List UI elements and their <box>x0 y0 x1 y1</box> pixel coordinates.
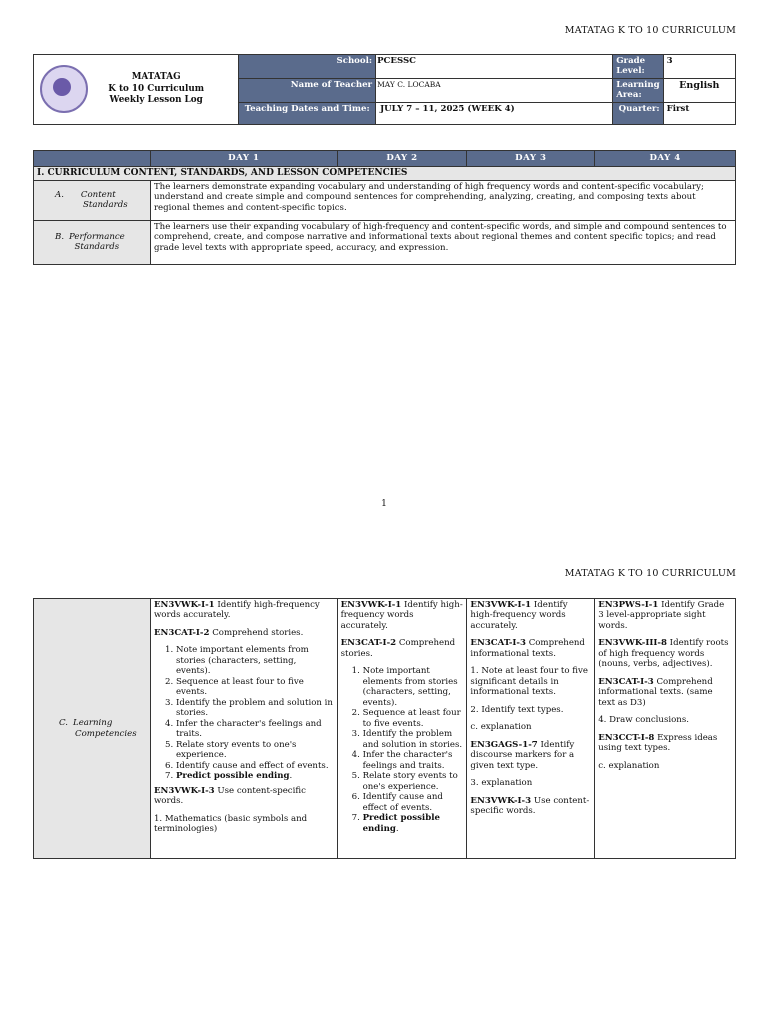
section-title: I. CURRICULUM CONTENT, STANDARDS, AND LESSON COMPETENCIES <box>34 167 736 181</box>
content-standards-text: The learners demonstrate expanding vocabulary and understanding of high frequency words and content-specific vocabulary; understand and create simple and compound sentences for comprehending, analyzing, creating, and composing texts about regional themes and content-specific topics. <box>150 180 735 220</box>
grade-value: 3 <box>663 55 735 79</box>
list-item: 2. Sequence at least four to five events. <box>363 708 464 729</box>
learning-area-value: English <box>663 78 735 102</box>
list-item: 3. Identify the problem and solution in stories. <box>176 698 334 719</box>
performance-standards-label: B. Performance Standards <box>34 220 151 264</box>
list-item: 4. Infer the character's feelings and traits. <box>363 750 464 771</box>
list-item: 5. Relate story events to one's experience. <box>176 740 334 761</box>
school-label: School: <box>239 55 376 79</box>
quarter-label: Quarter: <box>613 102 663 124</box>
learning-competencies-label: C. Learning Competencies <box>34 599 151 859</box>
list-item: 5. Relate story events to one's experience. <box>363 771 464 792</box>
list-item: 6. Identify cause and effect of events. <box>176 761 334 771</box>
list-item: 2. Sequence at least four to five events. <box>176 677 334 698</box>
title-line: Weekly Lesson Log <box>109 95 203 106</box>
day-header: DAY 1 <box>150 151 337 167</box>
title-block <box>34 55 239 125</box>
lesson-log-info-table <box>33 54 736 125</box>
list-item: 3. Identify the problem and solution in stories. <box>363 729 464 750</box>
day-header: DAY 3 <box>467 151 595 167</box>
quarter-value: First <box>663 102 735 124</box>
title-line: K to 10 Curriculum <box>108 83 205 94</box>
list-item: 7. Predict possible ending. <box>363 813 464 834</box>
competencies-table <box>33 598 736 859</box>
day3-competencies: EN3VWK-I-1 Identify high-frequency words accurately. EN3CAT-I-3 Comprehend informational texts. 1. Note at least four to five significant details in informational texts. 2. Identify text types. c. explanation EN3GAGS-1-7 Identify discourse markers for a given text type. 3. explanation EN3VWK-I-3 Use content-specific words. <box>467 599 595 859</box>
deped-seal-logo <box>40 65 88 113</box>
day1-competencies: EN3VWK-I-1 Identify high-frequency words accurately. EN3CAT-I-2 Comprehend stories. 1. Note important elements from stories (characters, setting, events). 2. Sequence at least four to five events. 3. Identify the problem and solution in stories. 4. Infer the character's feelings and traits. 5. Relate story events to one's experience. 6. Identify cause and effect of events. 7. Predict possible ending. EN3VWK-I-3 Use content-specific words. 1. Mathematics (basic symbols and terminologies) <box>150 599 337 859</box>
grade-label: Grade Level: <box>613 55 663 79</box>
day2-competencies: EN3VWK-I-1 Identify high-frequency words accurately. EN3CAT-I-2 Comprehend stories. 1. Note important elements from stories (characters, setting, events). 2. Sequence at least four to five events. 3. Identify the problem and solution in stories. 4. Infer the character's feelings and traits. 5. Relate story events to one's experience. 6. Identify cause and effect of events. 7. Predict possible ending. <box>337 599 467 859</box>
day-header: DAY 2 <box>337 151 467 167</box>
list-item: 6. Identify cause and effect of events. <box>363 792 464 813</box>
running-header: MATATAG K TO 10 CURRICULUM <box>564 25 736 36</box>
teacher-label: Name of Teacher <box>239 78 376 102</box>
school-value: PCESSC <box>376 55 613 79</box>
title-line: MATATAG <box>131 72 181 83</box>
performance-standards-text: The learners use their expanding vocabulary of high-frequency and content-specific words, and simple and compound sentences to comprehend, create, and compose narrative and informational texts about regional themes and content specific topics; and read grade level texts with appropriate speed, accuracy, and expression. <box>150 220 735 264</box>
content-standards-label: A. Content Standards <box>34 180 151 220</box>
blank-header-cell <box>34 151 151 167</box>
dates-label: Teaching Dates and Time: <box>239 102 376 124</box>
standards-table <box>33 150 736 265</box>
day-header: DAY 4 <box>595 151 736 167</box>
list-item: 4. Infer the character's feelings and traits. <box>176 719 334 740</box>
dates-value: JULY 7 – 11, 2025 (WEEK 4) <box>376 102 613 124</box>
list-item: 1. Note important elements from stories (characters, setting, events). <box>176 645 334 676</box>
day4-competencies: EN3PWS-I-1 Identify Grade 3 level-appropriate sight words. EN3VWK-III-8 Identify roots of high frequency words (nouns, verbs, adjectives). EN3CAT-I-3 Comprehend informational texts. (same text as D3) 4. Draw conclusions. EN3CCT-I-8 Express ideas using text types. c. explanation <box>595 599 736 859</box>
list-item: 7. Predict possible ending. <box>176 771 334 781</box>
page-number: 1 <box>381 499 387 509</box>
running-header: MATATAG K TO 10 CURRICULUM <box>564 568 736 579</box>
teacher-value: MAY C. LOCABA <box>376 78 613 102</box>
list-item: 1. Note important elements from stories (characters, setting, events). <box>363 666 464 708</box>
learning-area-label: Learning Area: <box>613 78 663 102</box>
